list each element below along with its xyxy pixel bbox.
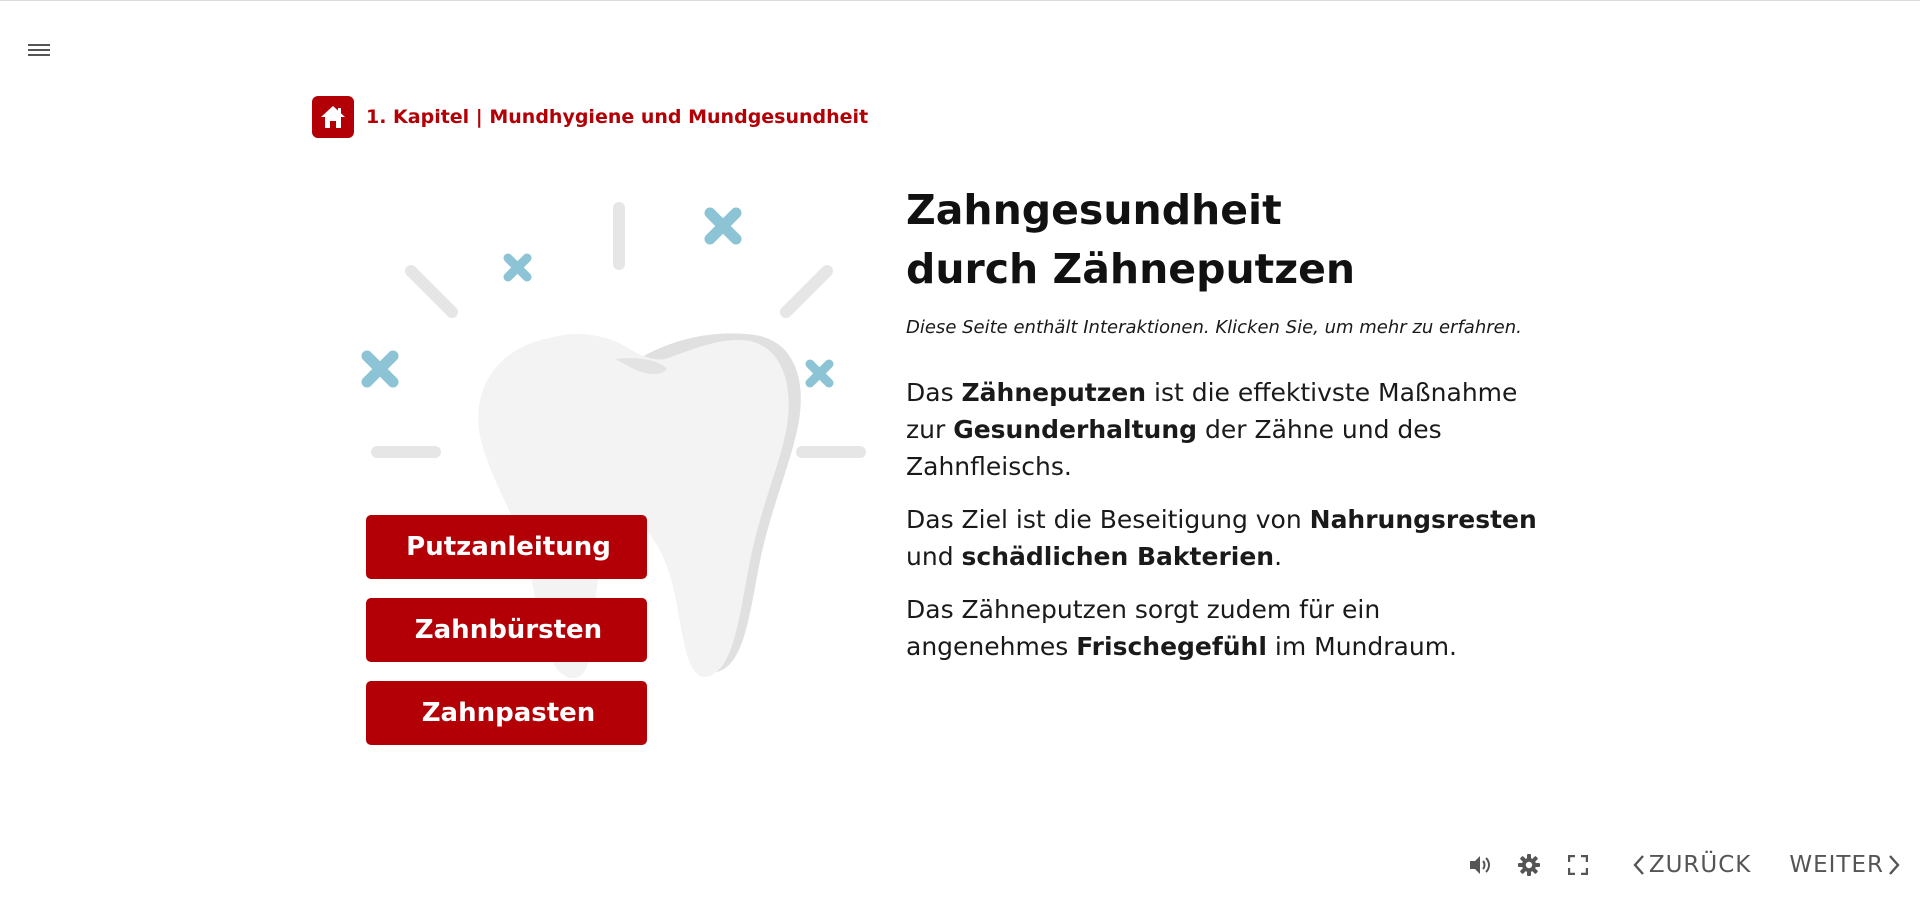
p1-bold-2: Gesunderhaltung (953, 415, 1198, 444)
zahnbuersten-button[interactable]: Zahnbürsten (366, 598, 647, 662)
p1-bold-1: Zähneputzen (961, 378, 1147, 407)
content-panel (906, 181, 1546, 681)
breadcrumb-chapter: 1. Kapitel | Mundhygiene und Mundgesundheit (366, 106, 869, 128)
p1-text-2: ist die effektivste Maßnahme zur (906, 378, 1518, 444)
putzanleitung-button[interactable]: Putzanleitung (366, 515, 647, 579)
player-controls (1448, 847, 1900, 883)
zahnpasten-button[interactable]: Zahnpasten (366, 681, 647, 745)
home-icon (319, 104, 347, 130)
home-button[interactable] (312, 96, 354, 138)
p3-bold-1: Frischegefühl (1076, 632, 1267, 661)
p2-bold-2: schädlichen Bakterien (961, 542, 1275, 571)
page-title (906, 181, 1546, 299)
p2-text-2: und (906, 542, 962, 571)
next-label: WEITER (1789, 852, 1884, 878)
p2-bold-1: Nahrungsresten (1309, 505, 1537, 534)
fullscreen-icon (1568, 855, 1588, 875)
interaction-hint: Diese Seite enthält Interaktionen. Klicken Sie, um mehr zu erfahren. (906, 317, 1522, 338)
back-label: ZURÜCK (1648, 852, 1752, 878)
title-line-2: durch Zähneputzen (906, 245, 1356, 293)
p3-text-2: im Mundraum. (1266, 632, 1458, 661)
fullscreen-button[interactable] (1561, 848, 1595, 882)
paragraph-3 (906, 591, 1546, 665)
p3-text-1: Das Zähneputzen sorgt zudem für ein angenehmes (906, 595, 1381, 661)
back-button[interactable] (1633, 852, 1752, 878)
p2-text-3: . (1274, 542, 1283, 571)
chevron-right-icon (1888, 854, 1900, 876)
p1-text-1: Das (906, 378, 962, 407)
next-button[interactable] (1789, 852, 1900, 878)
paragraph-2 (906, 501, 1546, 575)
p2-text-1: Das Ziel ist die Beseitigung von (906, 505, 1310, 534)
gear-icon (1517, 853, 1541, 877)
speaker-icon (1468, 854, 1492, 876)
hamburger-menu-icon[interactable] (28, 41, 54, 63)
p1-text-3: der Zähne und des Zahnfleischs. (906, 415, 1442, 481)
audio-button[interactable] (1463, 848, 1497, 882)
settings-button[interactable] (1512, 848, 1546, 882)
paragraph-1 (906, 374, 1546, 485)
chevron-left-icon (1633, 854, 1645, 876)
breadcrumb (312, 96, 868, 138)
title-line-1: Zahngesundheit (906, 186, 1282, 234)
